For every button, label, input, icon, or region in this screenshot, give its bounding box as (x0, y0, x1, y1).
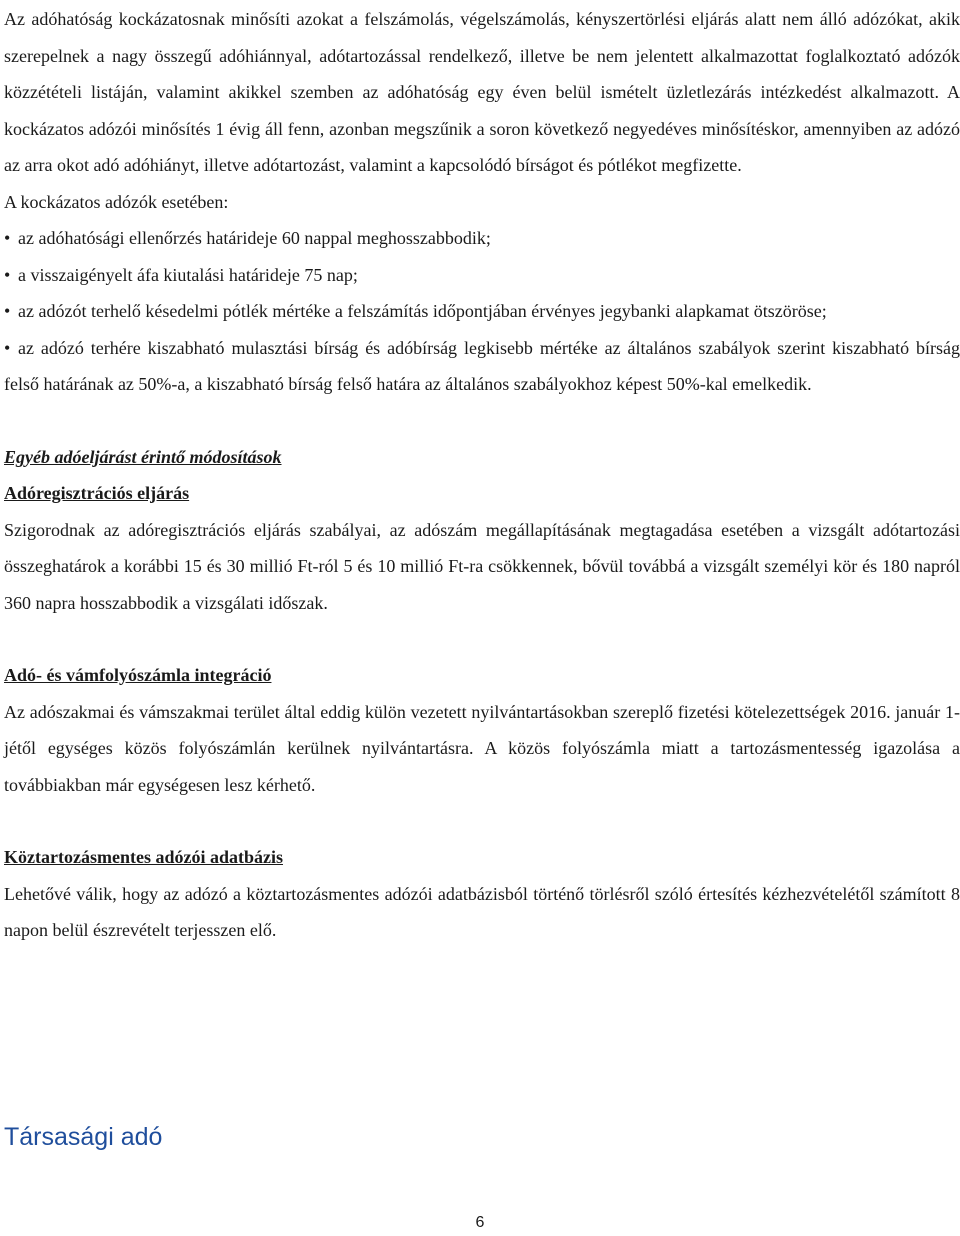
subsection-text-account-integration: Az adószakmai és vámszakmai terület által eddig külön vezetett nyilvántartásokban szereplő fizetési kötelezettségek 2016. január 1-jétől egységes közös folyószámlán kerülnek nyilvántartásra. A közös folyószámla miatt a tartozásmentesség igazolása a továbbiakban már egységesen lesz kérhető. (4, 701, 960, 795)
subsection-text-registration: Szigorodnak az adóregisztrációs eljárás szabályai, az adószám megállapításának megtagadása esetében a vizsgált adótartozási összeghatárok a korábbi 15 és 30 millió Ft-ról 5 és 10 millió Ft-ra csökkennek, bővül továbbá a vizsgált személyi kör és 180 napról 360 napra hosszabbodik a vizsgálati időszak. (4, 519, 960, 613)
section-title-corporate-tax: Társasági adó (4, 1123, 163, 1151)
spacer (4, 621, 960, 657)
risk-bullet-list (4, 220, 960, 403)
section-heading-other-changes: Egyéb adóeljárást érintő módosítások (4, 446, 282, 467)
intro-list-lead: A kockázatos adózók esetében: (4, 191, 229, 212)
bullet-icon: • (4, 228, 11, 248)
list-item (4, 220, 960, 257)
document-page (4, 0, 960, 949)
list-item (4, 330, 960, 403)
list-item (4, 257, 960, 294)
list-item (4, 293, 960, 330)
page-number: 6 (475, 1214, 485, 1231)
list-item-text: az adózót terhelő késedelmi pótlék mértéke a felszámítás időpontjában érvényes jegybanki alapkamat ötszöröse; (18, 301, 827, 321)
bullet-icon: • (4, 301, 11, 321)
intro-paragraph: Az adóhatóság kockázatosnak minősíti azokat a felszámolás, végelszámolás, kényszertörlési eljárás alatt nem álló adózókat, akik szerepelnek a nagy összegű adóhiánnyal, adótartozással rendelkező, illetve be nem jelentett alkalmazottat foglalkoztató adózók közzétételi listáján, valamint akikkel szemben az adóhatóság egy éven belül ismételt üzletlezárás intézkedést alkalmazott. A kockázatos adózói minősítés 1 évig áll fenn, azonban megszűnik a soron következő negyedéves minősítéskor, amennyiben az adózó az arra okot adó adóhiányt, illetve adótartozást, valamint a kapcsolódó bírságot és pótlékot megfizette. (4, 9, 960, 175)
bullet-icon: • (4, 264, 11, 285)
subsection-heading-debt-free-database: Köztartozásmentes adózói adatbázis (4, 847, 283, 867)
bullet-icon: • (4, 337, 11, 358)
list-item-text: az adózó terhére kiszabható mulasztási bírság és adóbírság legkisebb mértéke az általános szabályok szerint kiszabható bírság felső határának az 50%-a, a kiszabható bírság felső határa az általános szabályokhoz képest 50%-kal emelkedik. (4, 337, 960, 394)
subsection-heading-registration: Adóregisztrációs eljárás (4, 483, 190, 503)
spacer (4, 803, 960, 839)
spacer (4, 403, 960, 439)
subsection-heading-account-integration: Adó- és vámfolyószámla integráció (4, 665, 272, 685)
list-item-text: az adóhatósági ellenőrzés határideje 60 nappal meghosszabbodik; (18, 228, 491, 248)
list-item-text: a visszaigényelt áfa kiutalási határideje 75 nap; (18, 264, 358, 285)
subsection-text-debt-free-database: Lehetővé válik, hogy az adózó a köztartozásmentes adózói adatbázisból történő törlésről szóló értesítés kézhezvételétől számított 8 napon belül észrevételt terjesszen elő. (4, 883, 960, 940)
